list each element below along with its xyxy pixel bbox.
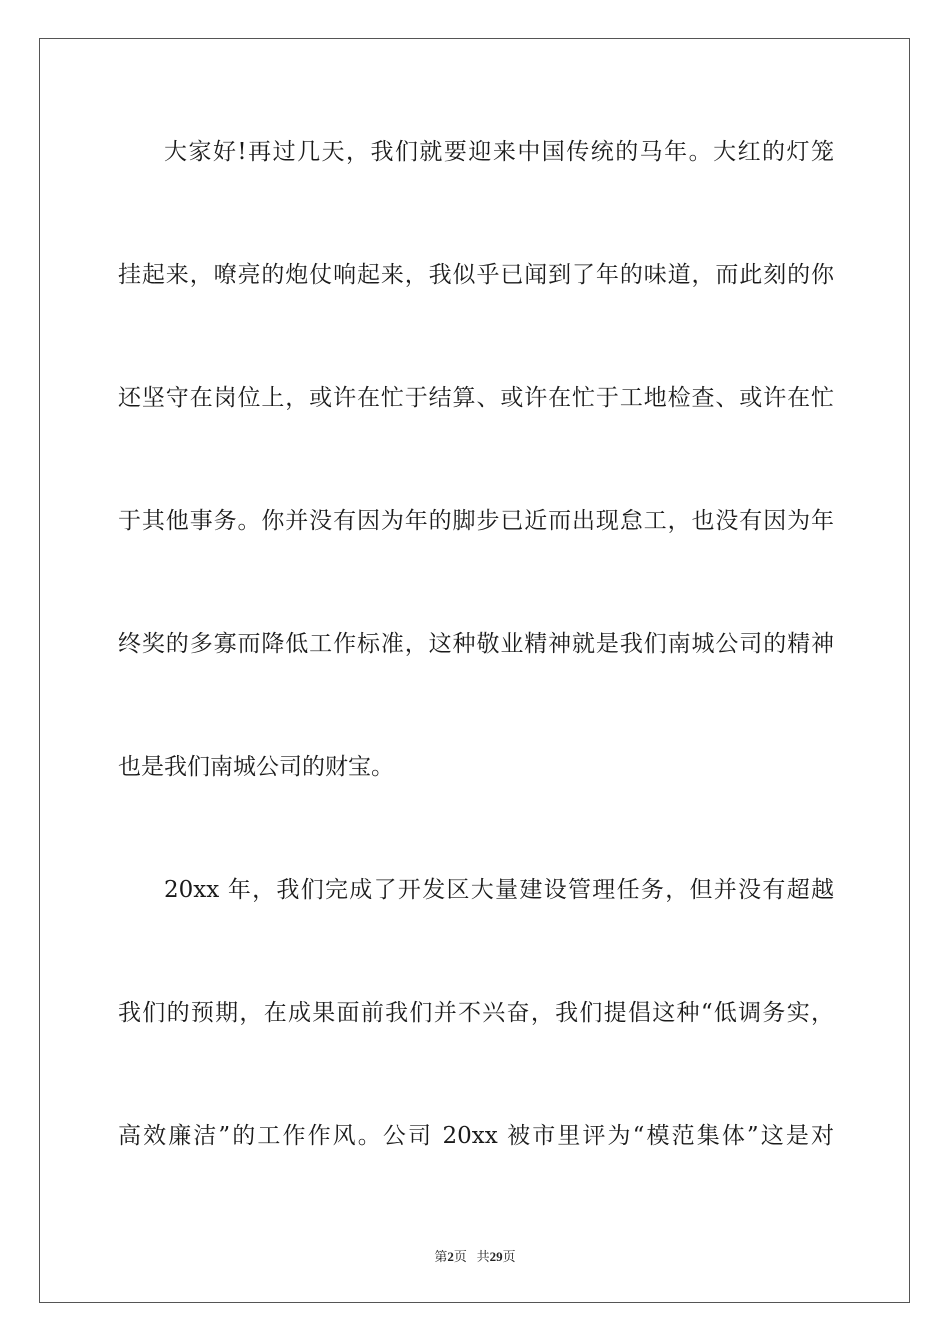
paragraph-line: 20xx 年，我们完成了开发区大量建设管理任务，但并没有超越 (164, 877, 834, 903)
paragraph-line: 大家好!再过几天，我们就要迎来中国传统的马年。大红的灯笼 (164, 139, 834, 165)
total-pages: 29 (489, 1249, 503, 1264)
page-number: 2 (447, 1249, 454, 1264)
paragraph-line: 也是我们南城公司的财宝。 (118, 754, 394, 780)
paragraph-line: 还坚守在岗位上，或许在忙于结算、或许在忙于工地检查、或许在忙 (118, 385, 834, 411)
page-border (39, 38, 910, 1303)
page-prefix: 第 (434, 1249, 448, 1264)
paragraph-line: 终奖的多寡而降低工作标准，这种敬业精神就是我们南城公司的精神 (118, 631, 834, 657)
paragraph-line: 挂起来，嘹亮的炮仗响起来，我似乎已闻到了年的味道，而此刻的你 (118, 262, 834, 288)
total-prefix: 共 (476, 1249, 490, 1264)
paragraph-line: 于其他事务。你并没有因为年的脚步已近而出现怠工，也没有因为年 (118, 508, 834, 534)
page-footer (0, 1246, 950, 1265)
paragraph-line: 我们的预期，在成果面前我们并不兴奋，我们提倡这种“低调务实， (118, 1000, 834, 1026)
page-suffix: 页 (453, 1249, 467, 1264)
paragraph-line: 高效廉洁”的工作作风。公司 20xx 被市里评为“模范集体”这是对 (118, 1123, 834, 1149)
total-suffix: 页 (502, 1249, 516, 1264)
